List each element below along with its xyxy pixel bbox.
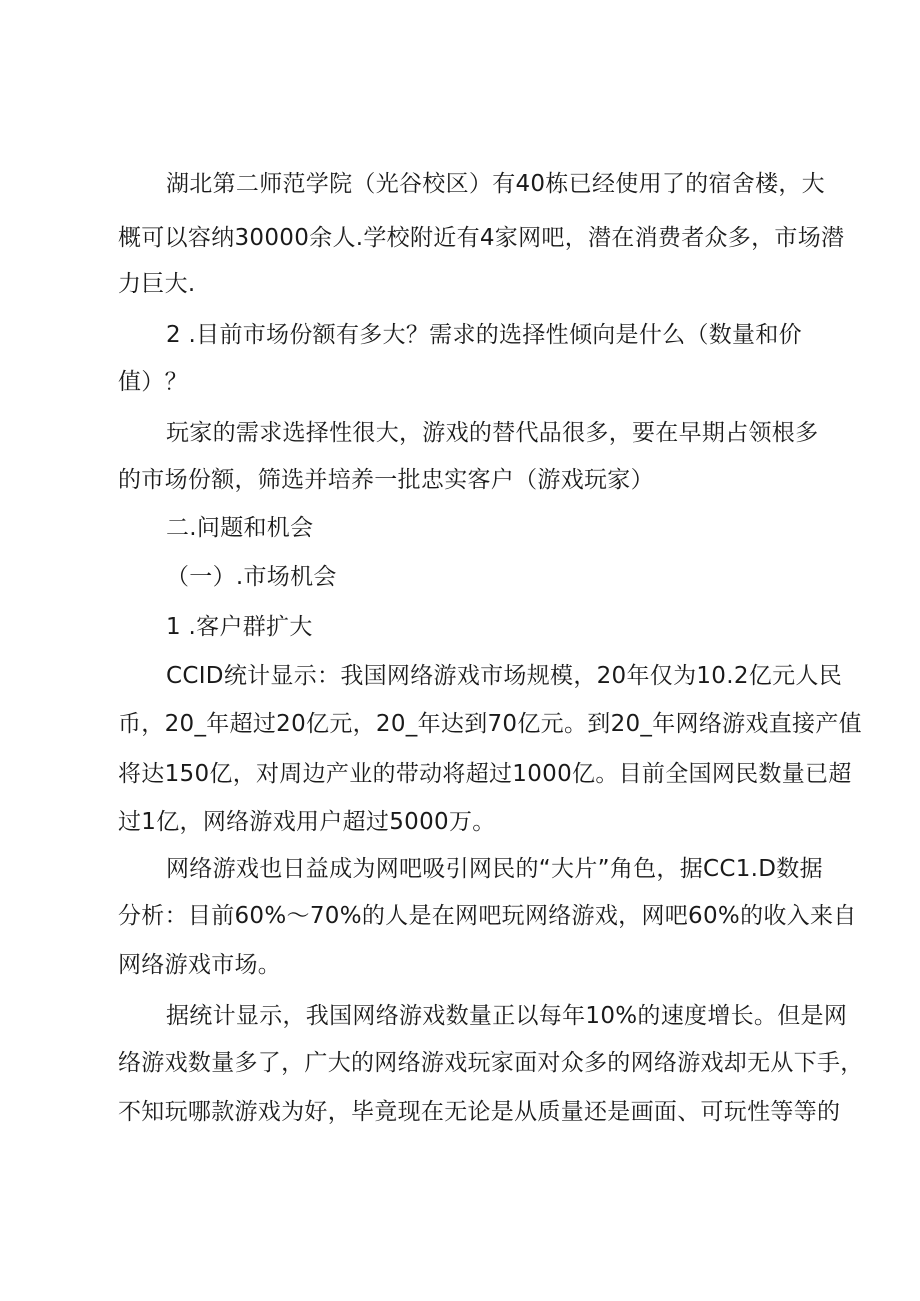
paragraph-line: 力巨大. [118, 271, 196, 297]
paragraph-line: CCID统计显示：我国网络游戏市场规模，20年仅为10.2亿元人民 [166, 663, 842, 689]
paragraph-line: 据统计显示，我国网络游戏数量正以每年10%的速度增长。但是网 [166, 1003, 848, 1029]
paragraph-line: 将达150亿，对周边产业的带动将超过1000亿。目前全国网民数量已超 [118, 761, 852, 787]
paragraph-line: 币，20_年超过20亿元，20_年达到70亿元。到20_年网络游戏直接产值 [118, 711, 862, 737]
paragraph-line: 络游戏数量多了，广大的网络游戏玩家面对众多的网络游戏却无从下手， [118, 1050, 864, 1076]
paragraph-line: 玩家的需求选择性很大，游戏的替代品很多，要在早期占领根多 [166, 420, 819, 446]
paragraph-line: 网络游戏市场。 [118, 952, 282, 978]
paragraph-line: 值）？ [118, 369, 188, 395]
subsection-heading: 1 .客户群扩大 [166, 614, 313, 640]
section-heading: 2 .目前市场份额有多大？需求的选择性倾向是什么（数量和价 [166, 322, 802, 348]
paragraph-line: 的市场份额，筛选并培养一批忠实客户（游戏玩家） [118, 467, 654, 493]
paragraph-line: 过1亿，网络游戏用户超过5000万。 [118, 809, 496, 835]
paragraph-line: 湖北第二师范学院（光谷校区）有40栋已经使用了的宿舍楼，大 [166, 171, 825, 197]
paragraph-line: 概可以容纳30000余人.学校附近有4家网吧，潜在消费者众多，市场潜 [118, 225, 845, 251]
paragraph-line: 不知玩哪款游戏为好，毕竟现在无论是从质量还是画面、可玩性等等的 [118, 1099, 841, 1125]
subsection-heading: （一）.市场机会 [166, 564, 337, 590]
section-heading: 二.问题和机会 [166, 515, 314, 541]
paragraph-line: 网络游戏也日益成为网吧吸引网民的“大片”角色，据CC1.D数据 [166, 856, 823, 882]
paragraph-line: 分析：目前60%〜70%的人是在网吧玩网络游戏，网吧60%的收入来自 [118, 903, 857, 929]
